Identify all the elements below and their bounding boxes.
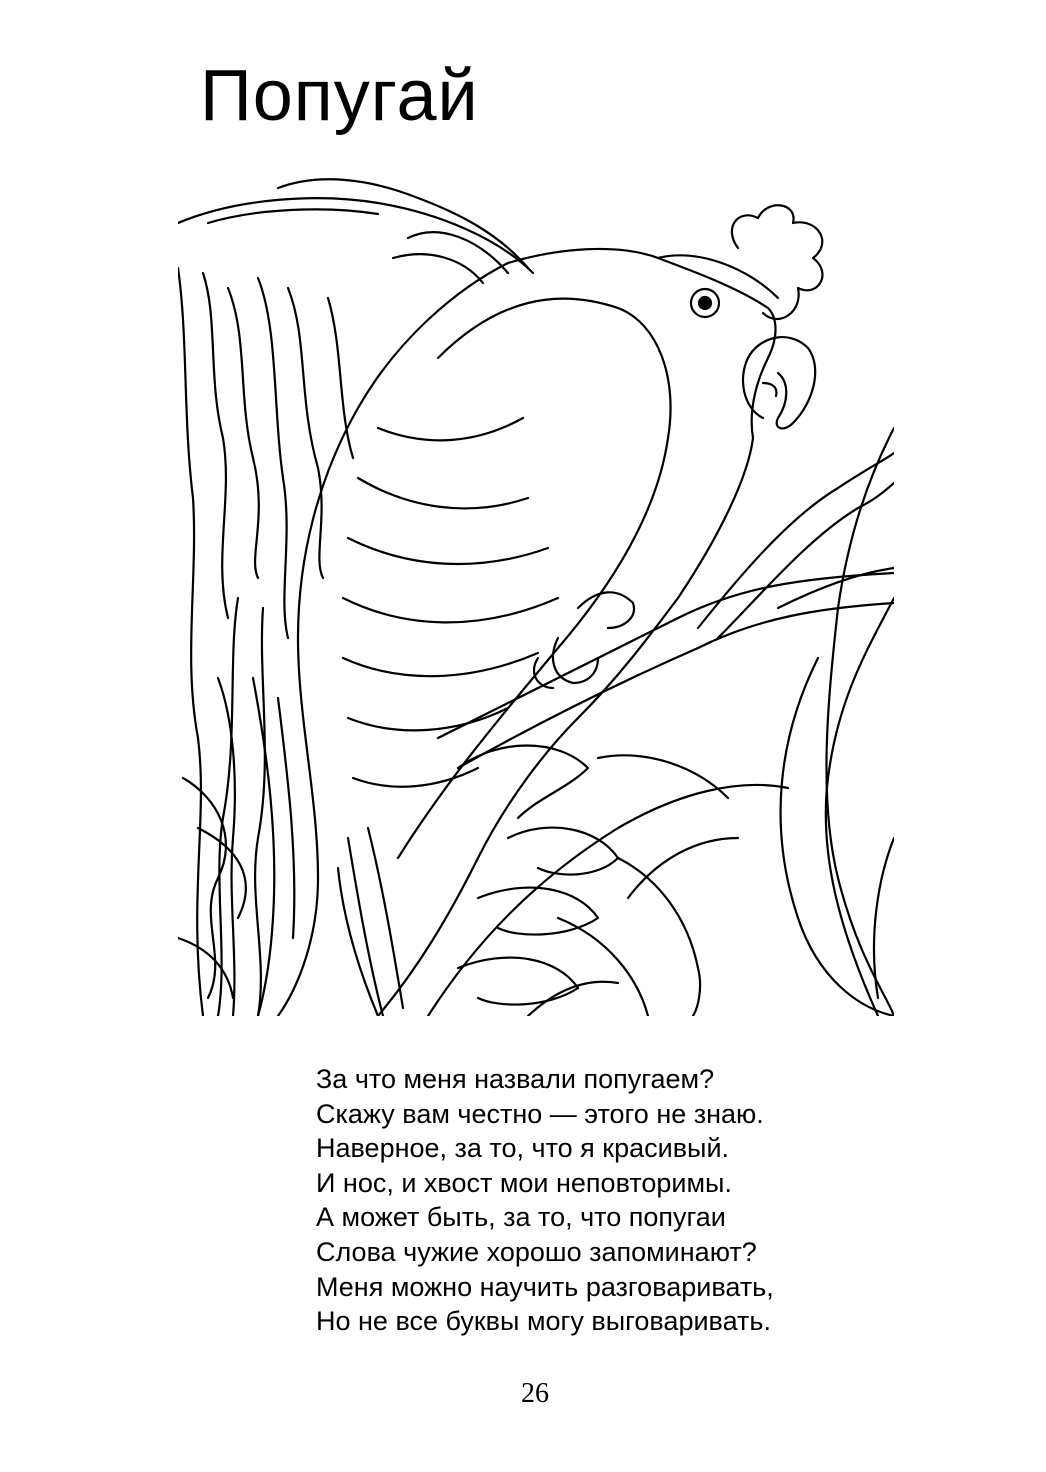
parrot-illustration	[178, 178, 894, 1016]
poem	[316, 1062, 774, 1339]
page-number: 26	[521, 1378, 549, 1409]
poem-line: И нос, и хвост мои неповторимы.	[316, 1167, 732, 1198]
page-title: Попугай	[200, 56, 479, 136]
background-leaf-top	[178, 179, 533, 283]
parrot	[278, 205, 822, 1016]
poem-line: Слова чужие хорошо запоминают?	[316, 1236, 757, 1267]
foreground-leaf	[428, 746, 788, 1017]
poem-line: За что меня назвали попугаем?	[316, 1064, 715, 1094]
background-foliage-left	[178, 268, 353, 1016]
background-vines-right	[781, 428, 894, 1016]
poem-line: Меня можно научить разговаривать,	[316, 1271, 774, 1302]
poem-line: Наверное, за то, что я красивый.	[316, 1133, 730, 1164]
branch	[438, 453, 894, 768]
poem-line: А может быть, за то, что попугаи	[316, 1202, 726, 1233]
poem-line: Но не все буквы могу выговаривать.	[316, 1306, 771, 1337]
poem-line: Скажу вам честно — этого не знаю.	[316, 1098, 764, 1129]
